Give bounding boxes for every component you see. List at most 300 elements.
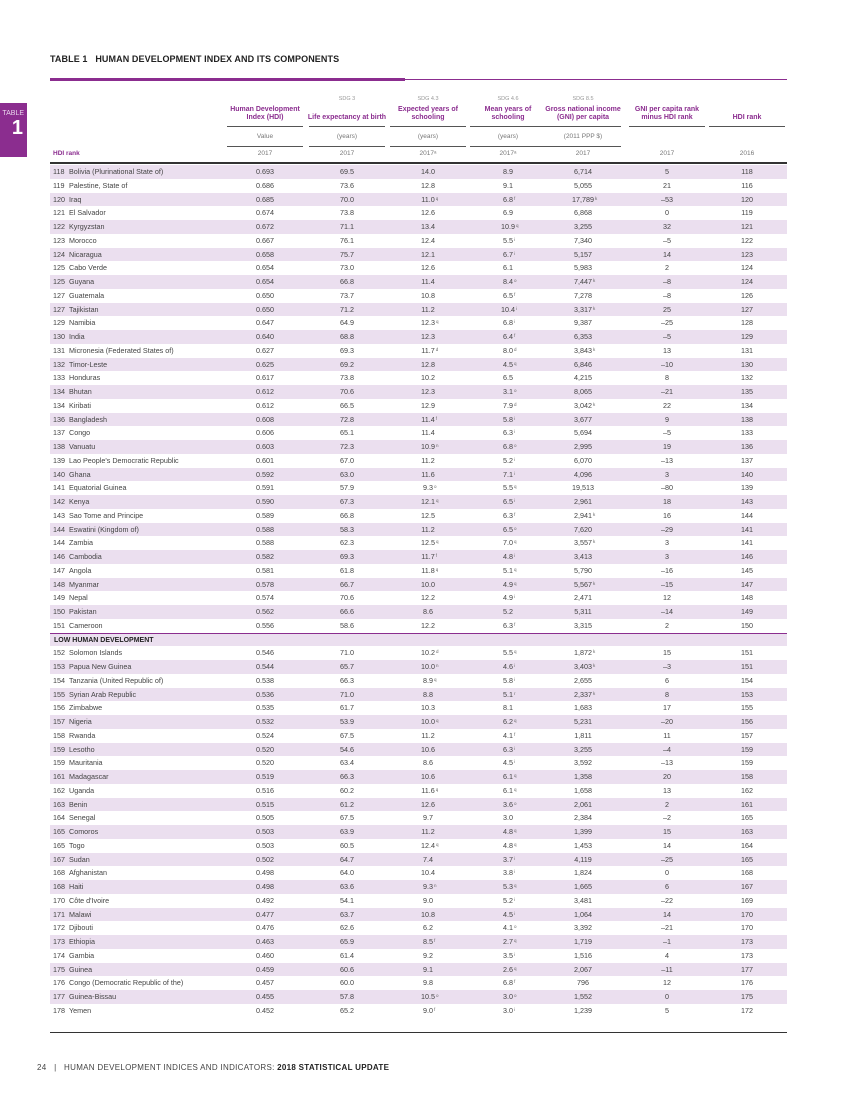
cell-value-with-note — [503, 250, 513, 259]
cell-value: –1 — [663, 937, 671, 946]
column-title-text: HDI rank — [732, 114, 762, 121]
hdi-rank-header: HDI rank — [53, 150, 80, 157]
cell-hdi — [225, 481, 305, 495]
cell-value: 11.4 — [421, 414, 435, 424]
hdi-rank: 120 — [53, 194, 65, 204]
cell-value: 11.7 — [421, 345, 435, 355]
table-row — [50, 990, 787, 1004]
cell-life-expectancy — [307, 261, 387, 275]
cell-expected-schooling — [388, 179, 468, 193]
hdi-rank: 161 — [53, 772, 65, 781]
column-title-text: Life expectancy at birth — [307, 114, 387, 121]
cell-value: 70.0 — [340, 194, 354, 204]
cell-value: 6.8 — [503, 978, 513, 988]
cell-mean-schooling — [468, 564, 548, 578]
cell-value: 4.5 — [503, 909, 513, 919]
cell-value: 67.0 — [340, 455, 354, 465]
cell-value: 16 — [663, 510, 671, 520]
cell-gni-per-capita — [543, 261, 623, 275]
cell-expected-schooling — [388, 880, 468, 894]
cell-gni-minus-hdi-rank — [627, 330, 707, 344]
footnote-marker: f — [435, 415, 437, 421]
cell-value: 124 — [741, 263, 753, 273]
cell-value: 5.2 — [503, 607, 513, 616]
cell-life-expectancy — [307, 715, 387, 729]
footnote-marker: i — [514, 1006, 515, 1012]
cell-value: 3,677 — [574, 414, 592, 424]
cell-hdi — [225, 261, 305, 275]
cell-expected-schooling — [388, 275, 468, 289]
cell-value: 8.9 — [423, 675, 433, 685]
cell-expected-schooling — [388, 798, 468, 812]
cell-hdi — [225, 935, 305, 949]
cell-gni-minus-hdi-rank — [627, 908, 707, 922]
cell-gni-minus-hdi-rank — [627, 550, 707, 564]
cell-gni-minus-hdi-rank — [627, 578, 707, 592]
cell-value: 8 — [665, 373, 669, 383]
cell-value-with-note — [574, 510, 596, 520]
cell-value: 0.674 — [256, 208, 274, 218]
table-row — [50, 481, 787, 495]
cell-value: 4.1 — [503, 730, 513, 740]
footnote-marker: n — [434, 883, 437, 888]
country-name: Benin — [69, 799, 88, 809]
cell-value: 0.544 — [256, 662, 274, 671]
column-title-text: Mean years of schooling — [484, 106, 532, 121]
cell-value-with-note — [423, 483, 437, 493]
cell-mean-schooling — [468, 536, 548, 550]
country-name: Bhutan — [69, 387, 92, 396]
cell-value: 0.459 — [256, 964, 274, 974]
cell-gni-per-capita — [543, 880, 623, 894]
cell-value-with-note — [501, 305, 515, 314]
cell-value: –5 — [663, 235, 671, 245]
cell-value: 138 — [741, 414, 753, 424]
cell-hdi-rank-2016 — [707, 468, 787, 482]
cell-value: 14.0 — [421, 167, 435, 176]
cell-hdi-rank-2016 — [707, 784, 787, 798]
cell-life-expectancy — [307, 825, 387, 839]
hdi-rank: 129 — [53, 318, 65, 328]
cell-expected-schooling — [388, 825, 468, 839]
cell-mean-schooling — [468, 674, 548, 688]
cell-hdi-rank-2016 — [707, 646, 787, 660]
cell-hdi-rank-2016 — [707, 990, 787, 1004]
footnote-marker: f — [514, 195, 516, 201]
cell-value: 11.2 — [421, 524, 435, 534]
cell-hdi-rank-2016 — [707, 770, 787, 784]
cell-mean-schooling — [468, 413, 548, 427]
table-row — [50, 454, 787, 468]
cell-value: 3,413 — [574, 552, 592, 561]
cell-value: 5.8 — [503, 675, 513, 685]
country-name: Gambia — [69, 950, 95, 960]
cell-value: 32 — [663, 222, 671, 231]
table-row — [50, 825, 787, 839]
cell-value: 0.520 — [256, 744, 274, 754]
cell-value: 3,042 — [574, 400, 592, 410]
footnote-marker: q — [435, 566, 439, 572]
cell-value: 68.8 — [340, 332, 354, 341]
cell-value: 0.492 — [256, 895, 274, 905]
country-name: Malawi — [69, 909, 92, 919]
table-row — [50, 715, 787, 729]
cell-expected-schooling — [388, 1004, 468, 1018]
cell-hdi — [225, 660, 305, 674]
table-row — [50, 605, 787, 619]
cell-value: 17,789 — [572, 194, 594, 204]
cell-expected-schooling — [388, 193, 468, 207]
cell-value: 145 — [741, 565, 753, 575]
cell-gni-minus-hdi-rank — [627, 495, 707, 509]
sdg-label — [627, 96, 707, 105]
cell-value: 61.4 — [340, 950, 354, 960]
cell-value: 4.6 — [503, 662, 513, 671]
cell-gni-per-capita — [543, 564, 623, 578]
cell-life-expectancy — [307, 674, 387, 688]
cell-value: 71.0 — [340, 689, 354, 699]
cell-value: 5,157 — [574, 249, 592, 259]
cell-value: 0.536 — [256, 689, 274, 699]
cell-gni-minus-hdi-rank — [627, 674, 707, 688]
country-name: Tanzania (United Republic of) — [69, 675, 164, 685]
cell-value: 2.7 — [503, 937, 513, 946]
cell-value: 137 — [741, 455, 753, 465]
cell-value-with-note — [503, 992, 517, 1001]
cell-gni-per-capita — [543, 330, 623, 344]
cell-value-with-note — [503, 1006, 513, 1015]
cell-value: 2,067 — [574, 964, 592, 974]
cell-value: 0.502 — [256, 854, 274, 864]
cell-gni-per-capita — [543, 344, 623, 358]
cell-value: 66.7 — [340, 579, 354, 589]
cell-mean-schooling — [468, 853, 548, 867]
cell-gni-minus-hdi-rank — [627, 220, 707, 234]
cell-gni-per-capita — [543, 440, 623, 454]
footnote-marker: q — [514, 828, 517, 833]
column-header-gni-per-capita — [543, 96, 623, 127]
cell-value: 57.8 — [340, 992, 354, 1001]
cell-hdi — [225, 811, 305, 825]
cell-value-with-note — [421, 717, 439, 726]
hdi-rank: 123 — [53, 235, 65, 245]
footnote-marker: i — [514, 415, 515, 421]
cell-life-expectancy — [307, 495, 387, 509]
hdi-rank: 134 — [53, 400, 65, 410]
country-name: Senegal — [69, 813, 96, 823]
cell-value: 0.505 — [256, 813, 274, 823]
cell-value: 167 — [741, 882, 753, 891]
cell-gni-minus-hdi-rank — [627, 426, 707, 440]
cell-expected-schooling — [388, 949, 468, 963]
cell-gni-per-capita — [543, 385, 623, 399]
cell-expected-schooling — [388, 990, 468, 1004]
footnote-marker: f — [434, 938, 436, 943]
table-row — [50, 1004, 787, 1018]
cell-hdi — [225, 674, 305, 688]
cell-value: –25 — [661, 318, 673, 328]
sdg-label: SDG 4.3 — [417, 96, 439, 102]
cell-life-expectancy — [307, 784, 387, 798]
cell-expected-schooling — [388, 935, 468, 949]
country-name: Nepal — [69, 593, 88, 603]
cell-value: 71.2 — [340, 304, 354, 314]
footnote-marker: o — [514, 993, 517, 998]
table-row — [50, 880, 787, 894]
cell-hdi-rank-2016 — [707, 261, 787, 275]
cell-value: 126 — [741, 290, 753, 300]
cell-value: –20 — [661, 717, 673, 726]
hdi-rank: 143 — [53, 510, 65, 520]
table-row — [50, 426, 787, 440]
cell-value: 1,658 — [574, 785, 592, 795]
table-row — [50, 798, 787, 812]
cell-gni-per-capita — [543, 578, 623, 592]
cell-hdi — [225, 399, 305, 413]
cell-mean-schooling — [468, 921, 548, 935]
footnote-marker: q — [514, 841, 517, 847]
cell-value: –10 — [661, 359, 673, 369]
column-title — [307, 105, 387, 122]
cell-expected-schooling — [388, 756, 468, 770]
cell-life-expectancy — [307, 798, 387, 812]
cell-value: 1,453 — [574, 840, 592, 850]
country-name: Vanuatu — [69, 442, 96, 451]
cell-value: 2,337 — [574, 689, 592, 699]
cell-value: 5,567 — [574, 579, 592, 589]
footnote-marker: k — [593, 539, 596, 545]
cell-value: 12 — [663, 978, 671, 988]
cell-mean-schooling — [468, 440, 548, 454]
cell-hdi-rank-2016 — [707, 481, 787, 495]
cell-value: 151 — [741, 662, 753, 671]
footer-bold: 2018 STATISTICAL UPDATE — [277, 1063, 390, 1072]
footnote-marker: k — [593, 580, 596, 586]
cell-value: 11.6 — [421, 469, 435, 479]
table-row — [50, 935, 787, 949]
country-name: Sao Tome and Principe — [69, 510, 144, 520]
hdi-rank: 176 — [53, 978, 65, 988]
hdi-rank: 140 — [53, 469, 65, 479]
cell-life-expectancy — [307, 756, 387, 770]
cell-value: 0 — [665, 208, 669, 218]
header-rule — [50, 162, 787, 164]
cell-life-expectancy — [307, 880, 387, 894]
cell-value: 5,231 — [574, 717, 592, 726]
footnote-marker: i — [514, 910, 515, 916]
cell-gni-minus-hdi-rank — [627, 605, 707, 619]
table-row — [50, 921, 787, 935]
cell-hdi-rank-2016 — [707, 234, 787, 248]
cell-mean-schooling — [468, 701, 548, 715]
cell-mean-schooling — [468, 316, 548, 330]
country-name: Congo (Democratic Republic of the) — [69, 978, 184, 988]
cell-value: –13 — [661, 455, 673, 465]
cell-value: 4.5 — [503, 758, 513, 768]
hdi-rank: 168 — [53, 868, 65, 878]
cell-life-expectancy — [307, 839, 387, 853]
cell-value: 2 — [665, 263, 669, 273]
cell-hdi-rank-2016 — [707, 660, 787, 674]
cell-hdi — [225, 275, 305, 289]
cell-life-expectancy — [307, 454, 387, 468]
table-row — [50, 646, 787, 660]
cell-hdi-rank-2016 — [707, 220, 787, 234]
column-title-text: Human Development Index (HDI) — [230, 106, 300, 121]
cell-gni-minus-hdi-rank — [627, 564, 707, 578]
cell-value: 8 — [665, 689, 669, 699]
table-row — [50, 495, 787, 509]
cell-value: 62.6 — [340, 923, 354, 933]
cell-value: 159 — [741, 744, 753, 754]
cell-value: 6.8 — [503, 318, 513, 328]
table-row — [50, 193, 787, 207]
table-row — [50, 523, 787, 537]
cell-value: –21 — [661, 923, 673, 933]
cell-hdi-rank-2016 — [707, 413, 787, 427]
column-title — [225, 105, 305, 122]
hdi-rank: 152 — [53, 648, 65, 658]
cell-value: 5.5 — [503, 235, 513, 245]
cell-value-with-note — [503, 978, 516, 988]
cell-value-with-note — [574, 277, 596, 286]
cell-hdi-rank-2016 — [707, 935, 787, 949]
cell-value: 1,399 — [574, 827, 592, 836]
cell-gni-per-capita — [543, 468, 623, 482]
hdi-rank: 171 — [53, 909, 65, 919]
cell-gni-per-capita — [543, 646, 623, 660]
cell-hdi-rank-2016 — [707, 303, 787, 317]
cell-value: 11.2 — [421, 827, 435, 836]
footnote-marker: q — [516, 223, 519, 228]
footnote-marker: r — [514, 690, 516, 696]
column-year: 2017 — [575, 150, 591, 157]
cell-hdi-rank-2016 — [707, 756, 787, 770]
cell-gni-per-capita — [543, 990, 623, 1004]
footnote-marker: q — [436, 841, 439, 847]
cell-life-expectancy — [307, 536, 387, 550]
footnote-marker: d — [514, 346, 517, 352]
cell-life-expectancy — [307, 289, 387, 303]
cell-gni-per-capita — [543, 523, 623, 537]
cell-hdi — [225, 770, 305, 784]
cell-value-with-note — [421, 785, 439, 795]
hdi-rank: 159 — [53, 758, 65, 768]
cell-life-expectancy — [307, 399, 387, 413]
cell-gni-per-capita — [543, 371, 623, 385]
cell-value-with-note — [421, 565, 439, 575]
cell-value: 65.9 — [340, 937, 354, 946]
cell-value: 122 — [741, 235, 753, 245]
cell-value: 10.3 — [421, 703, 435, 713]
country-name: Eswatini (Kingdom of) — [69, 524, 139, 534]
sdg-label: SDG 3 — [338, 96, 356, 102]
cell-gni-per-capita — [543, 454, 623, 468]
cell-hdi-rank-2016 — [707, 536, 787, 550]
hdi-rank: 121 — [53, 208, 65, 218]
cell-value: 73.8 — [340, 373, 354, 383]
cell-value-with-note — [503, 745, 513, 754]
unit-underline — [470, 146, 546, 147]
footer-text: HUMAN DEVELOPMENT INDICES AND INDICATORS: — [64, 1063, 278, 1072]
cell-hdi-rank-2016 — [707, 701, 787, 715]
cell-hdi-rank-2016 — [707, 825, 787, 839]
cell-value: 63.9 — [340, 827, 354, 836]
cell-value-with-note — [503, 524, 517, 534]
cell-mean-schooling — [468, 358, 548, 372]
cell-value: 168 — [741, 868, 753, 878]
cell-value: 70.6 — [340, 593, 354, 603]
cell-gni-minus-hdi-rank — [627, 688, 707, 702]
cell-value: 141 — [741, 524, 753, 534]
cell-value: 61.8 — [340, 565, 354, 575]
column-title — [707, 105, 787, 122]
cell-gni-per-capita — [543, 220, 623, 234]
cell-mean-schooling — [468, 646, 548, 660]
cell-value: 64.0 — [340, 868, 354, 878]
cell-value: 7.9 — [503, 400, 513, 410]
header-underline — [390, 126, 466, 127]
country-name: Palestine, State of — [69, 180, 128, 190]
cell-value: 11.4 — [421, 277, 435, 286]
cell-life-expectancy — [307, 921, 387, 935]
cell-value-with-note — [421, 840, 439, 850]
cell-value: 6,714 — [574, 167, 592, 176]
cell-value: 9.7 — [423, 813, 433, 823]
cell-value-with-note — [574, 662, 596, 671]
cell-expected-schooling — [388, 853, 468, 867]
cell-value: 5.1 — [503, 689, 513, 699]
footnote-marker: i — [514, 250, 515, 256]
cell-hdi-rank-2016 — [707, 591, 787, 605]
cell-hdi — [225, 426, 305, 440]
cell-gni-minus-hdi-rank — [627, 289, 707, 303]
country-name: Uganda — [69, 785, 95, 795]
cell-value: 54.1 — [340, 895, 354, 905]
cell-value: –22 — [661, 895, 673, 905]
cell-expected-schooling — [388, 701, 468, 715]
footnote-marker: k — [593, 278, 596, 283]
cell-value: 177 — [741, 964, 753, 974]
footnote-marker: i — [514, 896, 515, 902]
cell-value: 123 — [741, 249, 753, 259]
cell-value: 2.6 — [503, 964, 513, 974]
table-row — [50, 853, 787, 867]
cell-value: 2 — [665, 620, 669, 630]
cell-hdi-rank-2016 — [707, 426, 787, 440]
cell-value: –8 — [663, 290, 671, 300]
cell-value: 0.562 — [256, 607, 274, 616]
hdi-rank: 154 — [53, 675, 65, 685]
cell-life-expectancy — [307, 866, 387, 880]
cell-mean-schooling — [468, 839, 548, 853]
cell-expected-schooling — [388, 261, 468, 275]
cell-value: 143 — [741, 497, 753, 506]
cell-hdi-rank-2016 — [707, 1004, 787, 1018]
cell-value-with-note — [503, 400, 517, 410]
country-name: Ethiopia — [69, 937, 95, 946]
country-name: Kiribati — [69, 400, 91, 410]
cell-value-with-note — [423, 937, 436, 946]
cell-value: 2,471 — [574, 593, 592, 603]
country-name: Guatemala — [69, 290, 105, 300]
cell-value-with-note — [503, 923, 517, 933]
footnote-marker: f — [514, 291, 516, 297]
cell-value: 0 — [665, 992, 669, 1001]
cell-hdi-rank-2016 — [707, 715, 787, 729]
unit-underline — [545, 146, 621, 147]
cell-value: 12.5 — [421, 538, 435, 548]
